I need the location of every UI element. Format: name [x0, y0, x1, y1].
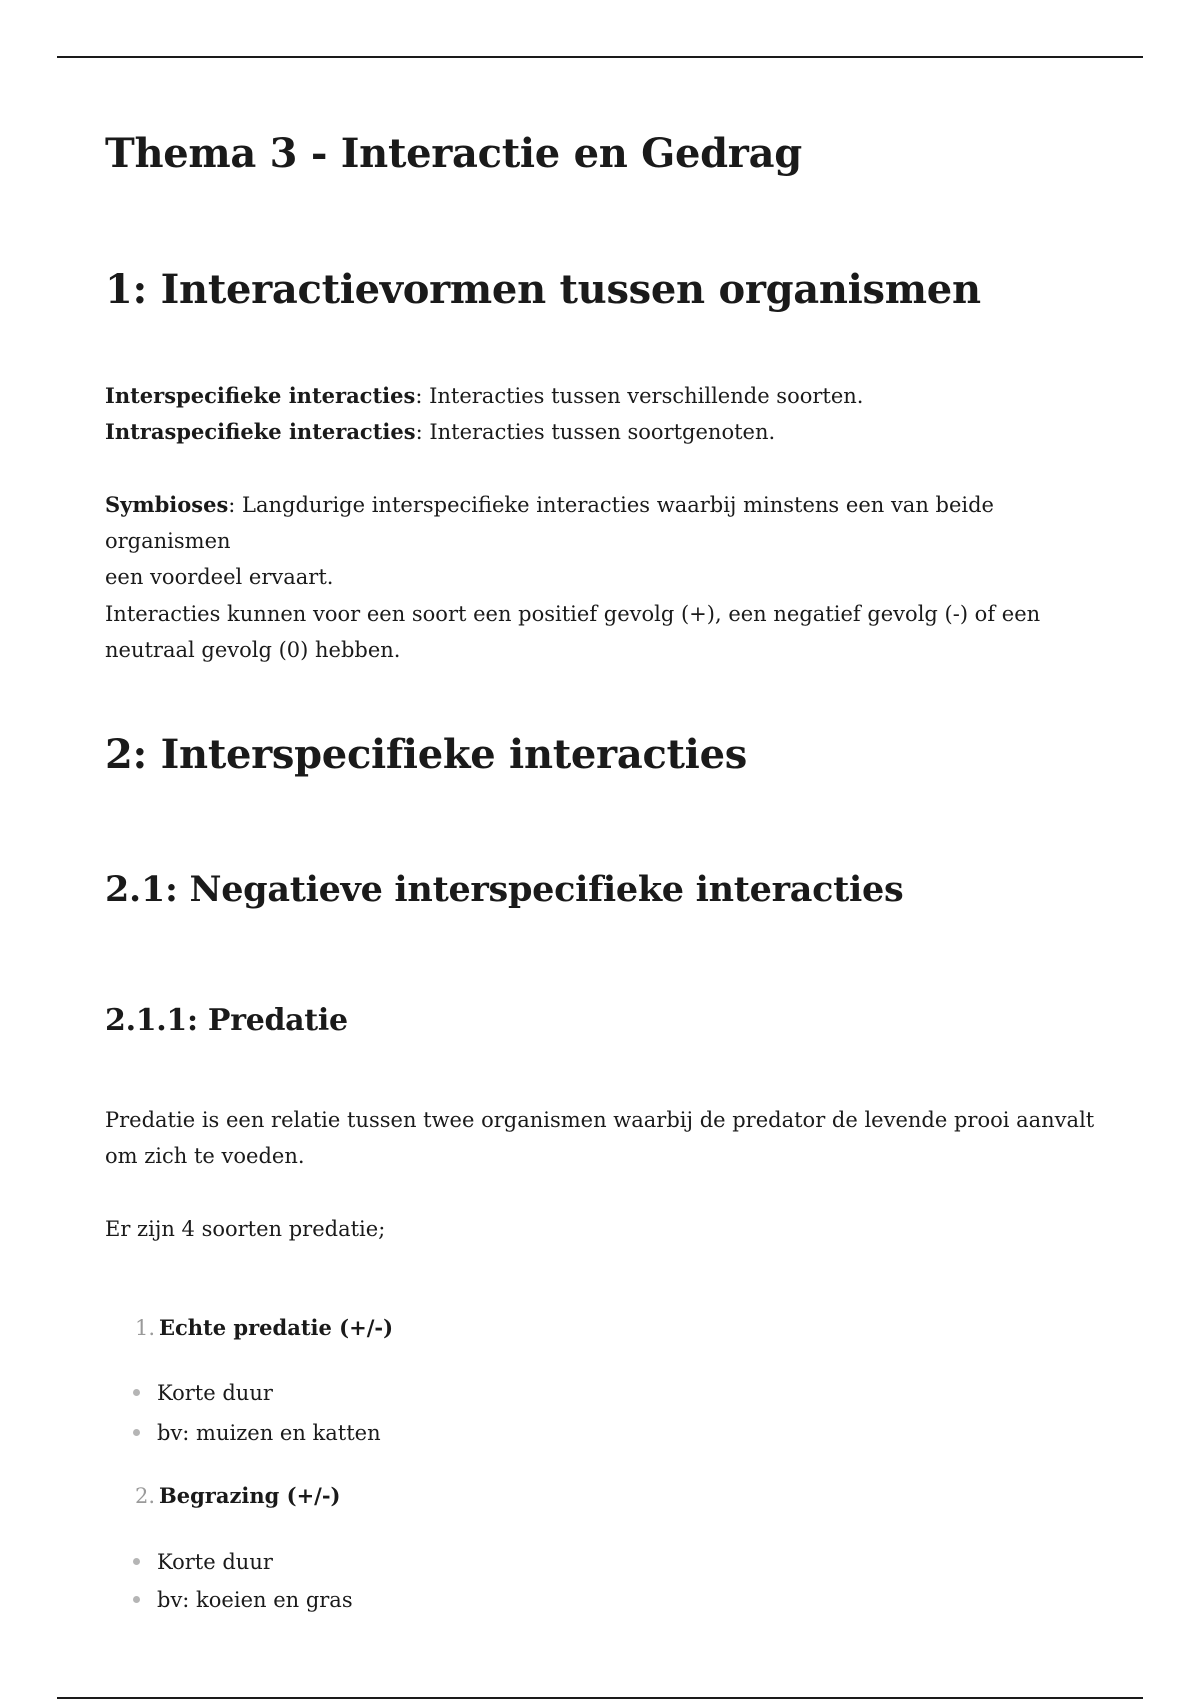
predation-count-text: Er zijn 4 soorten predatie;	[105, 1217, 386, 1241]
section-1-heading: 1: Interactievormen tussen organismen	[105, 266, 981, 313]
definition-interspecific	[105, 378, 1105, 414]
bullet-text: Korte duur	[157, 1381, 273, 1405]
section-2-1-heading: 2.1: Negatieve interspecifieke interacties	[105, 869, 904, 910]
bullet-icon	[133, 1596, 140, 1603]
predation-type-2	[135, 1478, 340, 1514]
section-2-heading: 2: Interspecifieke interacties	[105, 731, 747, 778]
bullet-text: bv: koeien en gras	[157, 1588, 353, 1612]
bullet-text: bv: muizen en katten	[157, 1421, 381, 1445]
symbioses-line-2: een voordeel ervaart.	[105, 565, 334, 589]
bullet-icon	[133, 1429, 140, 1436]
paragraph-line: Predatie is een relatie tussen twee organismen waarbij de predator de levende prooi aanvalt	[105, 1108, 1095, 1132]
predation-type-label: Begrazing (+/-)	[159, 1483, 341, 1508]
definition-term: Interspecifieke interacties	[105, 383, 416, 408]
section-2-1-1-heading: 2.1.1: Predatie	[105, 1003, 348, 1038]
document-title: Thema 3 - Interactie en Gedrag	[105, 130, 802, 177]
definition-text: : Interacties tussen soortgenoten.	[415, 420, 776, 444]
predation-type-label: Echte predatie (+/-)	[159, 1315, 394, 1340]
paragraph-line: Interacties kunnen voor een soort een positief gevolg (+), een negatief gevolg (-) of een	[105, 602, 1041, 626]
definition-text: : Interacties tussen verschillende soorten.	[415, 384, 864, 408]
interaction-effects-paragraph	[105, 596, 1105, 668]
definition-symbioses	[105, 487, 1105, 595]
symbioses-line-1	[105, 487, 1105, 559]
list-number: 1.	[135, 1316, 156, 1340]
bullet-icon	[133, 1389, 140, 1396]
definition-intraspecific	[105, 414, 1105, 450]
list-number: 2.	[135, 1484, 156, 1508]
bullet-item	[133, 1415, 381, 1451]
bullet-text: Korte duur	[157, 1550, 273, 1574]
bullet-item	[133, 1582, 353, 1618]
paragraph-line: om zich te voeden.	[105, 1144, 305, 1168]
paragraph-line: neutraal gevolg (0) hebben.	[105, 638, 401, 662]
bullet-item	[133, 1544, 273, 1580]
definition-term: Symbioses	[105, 492, 229, 517]
bullet-item	[133, 1375, 273, 1411]
bullet-icon	[133, 1558, 140, 1565]
predation-type-1	[135, 1310, 393, 1346]
header-rule	[57, 56, 1143, 58]
predation-intro-paragraph	[105, 1102, 1105, 1174]
footer-rule	[57, 1697, 1143, 1699]
definition-term: Intraspecifieke interacties	[105, 419, 416, 444]
definition-text: : Langdurige interspecifieke interacties waarbij minstens een van beide organismen	[105, 493, 994, 553]
